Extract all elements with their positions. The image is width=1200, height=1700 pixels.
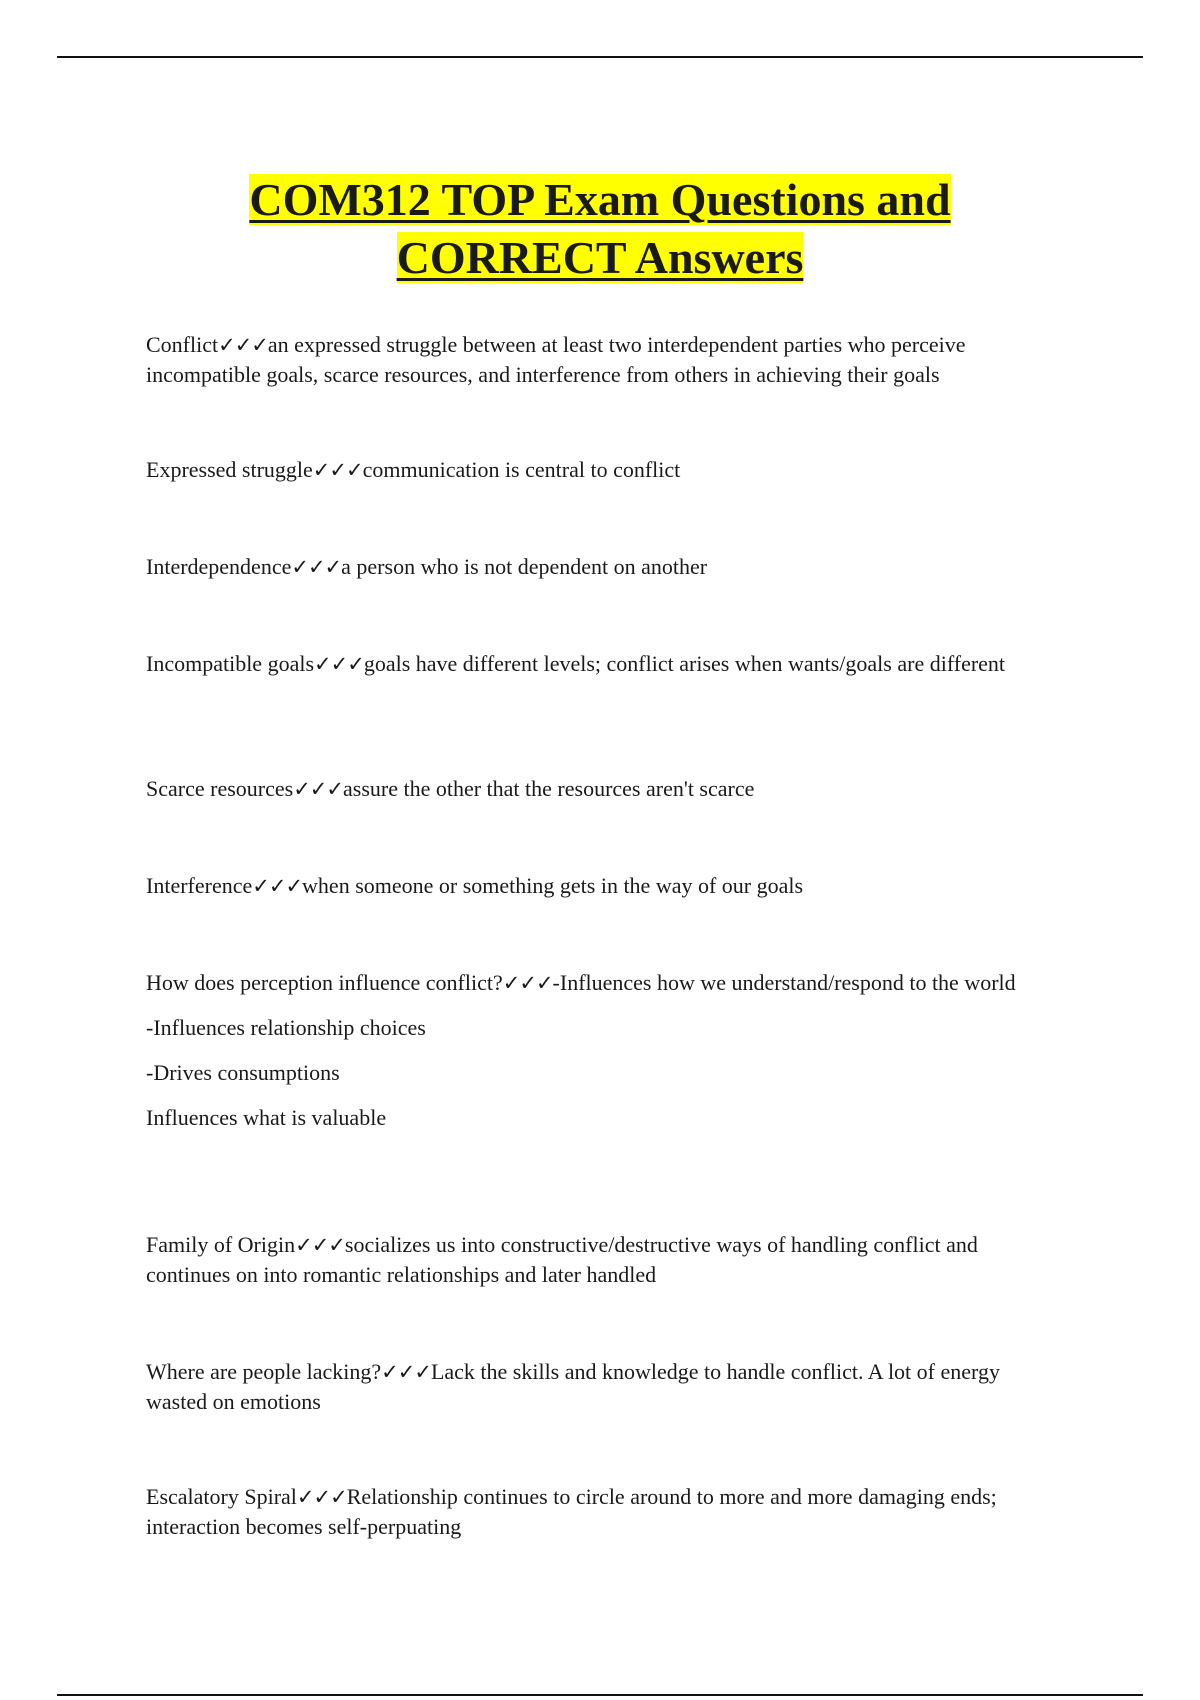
qa-extra-line: -Influences relationship choices [146, 1015, 426, 1040]
title-line-1 [0, 171, 1200, 229]
qa-paragraph [146, 1482, 1066, 1542]
qa-entry-interdependence [146, 552, 1066, 582]
qa-paragraph [146, 871, 1066, 901]
qa-entry-scarce-resources [146, 774, 1066, 804]
page-title [0, 171, 1200, 287]
qa-definition: when someone or something gets in the way of our goals [302, 873, 804, 898]
qa-definition: communication is central to conflict [362, 457, 681, 482]
qa-paragraph [146, 330, 1066, 390]
bottom-rule [57, 1694, 1143, 1696]
qa-entry-people-lacking [146, 1357, 1066, 1417]
qa-term: Family of Origin [146, 1232, 296, 1257]
checkmark-icon: ✓✓✓ [293, 777, 343, 801]
qa-paragraph [146, 1230, 1066, 1290]
qa-term: Where are people lacking? [146, 1359, 382, 1384]
qa-definition: a person who is not dependent on another [341, 554, 708, 579]
qa-extra-line: Influences what is valuable [146, 1105, 387, 1130]
checkmark-icon: ✓✓✓ [296, 1485, 347, 1509]
checkmark-icon: ✓✓✓ [381, 1360, 431, 1384]
checkmark-icon: ✓✓✓ [218, 333, 268, 357]
qa-entry-family-of-origin [146, 1230, 1066, 1290]
qa-definition: Lack the skills and knowledge to handle conflict. A lot of energy wasted on emotions [146, 1359, 1000, 1414]
qa-term: How does perception influence conflict? [146, 970, 503, 995]
qa-entry-conflict [146, 330, 1066, 390]
qa-definition: socializes us into constructive/destructive ways of handling conflict and continues on into romantic relationships and later handled [146, 1232, 978, 1287]
checkmark-icon: ✓✓✓ [314, 652, 364, 676]
checkmark-icon: ✓✓✓ [291, 555, 342, 579]
qa-term: Scarce resources [146, 776, 294, 801]
qa-entry-perception [146, 968, 1066, 1133]
qa-extra-line: -Drives consumptions [146, 1060, 340, 1085]
qa-paragraph [146, 649, 1066, 679]
qa-entry-interference [146, 871, 1066, 901]
checkmark-icon: ✓✓✓ [252, 874, 303, 898]
qa-paragraph [146, 774, 1066, 804]
qa-paragraph [146, 1357, 1066, 1417]
qa-entry-escalatory-spiral [146, 1482, 1066, 1542]
checkmark-icon: ✓✓✓ [295, 1233, 345, 1257]
qa-definition: assure the other that the resources aren't scarce [343, 776, 755, 801]
qa-term: Expressed struggle [146, 457, 313, 482]
top-rule [57, 56, 1143, 58]
checkmark-icon: ✓✓✓ [312, 458, 363, 482]
qa-entry-incompatible-goals [146, 649, 1066, 679]
qa-term: Escalatory Spiral [146, 1484, 297, 1509]
qa-paragraph [146, 968, 1066, 998]
qa-term: Interdependence [146, 554, 292, 579]
qa-paragraph [146, 552, 1066, 582]
qa-definition: Relationship continues to circle around to more and more damaging ends; interaction becomes self-perpuating [146, 1484, 997, 1539]
title-text-2: CORRECT Answers [396, 231, 804, 283]
title-text-1: COM312 TOP Exam Questions and [249, 173, 951, 225]
qa-term: Interference [146, 873, 253, 898]
qa-paragraph [146, 455, 1066, 485]
qa-definition: goals have different levels; conflict arises when wants/goals are different [363, 651, 1006, 676]
qa-term: Conflict [146, 332, 219, 357]
qa-definition: -Influences how we understand/respond to the world [552, 970, 1016, 995]
qa-term: Incompatible goals [146, 651, 315, 676]
qa-entry-expressed-struggle [146, 455, 1066, 485]
qa-definition: an expressed struggle between at least two interdependent parties who perceive incompatible goals, scarce resources, and interference from others in achieving their goals [146, 332, 966, 387]
title-line-2 [0, 229, 1200, 287]
checkmark-icon: ✓✓✓ [502, 971, 553, 995]
